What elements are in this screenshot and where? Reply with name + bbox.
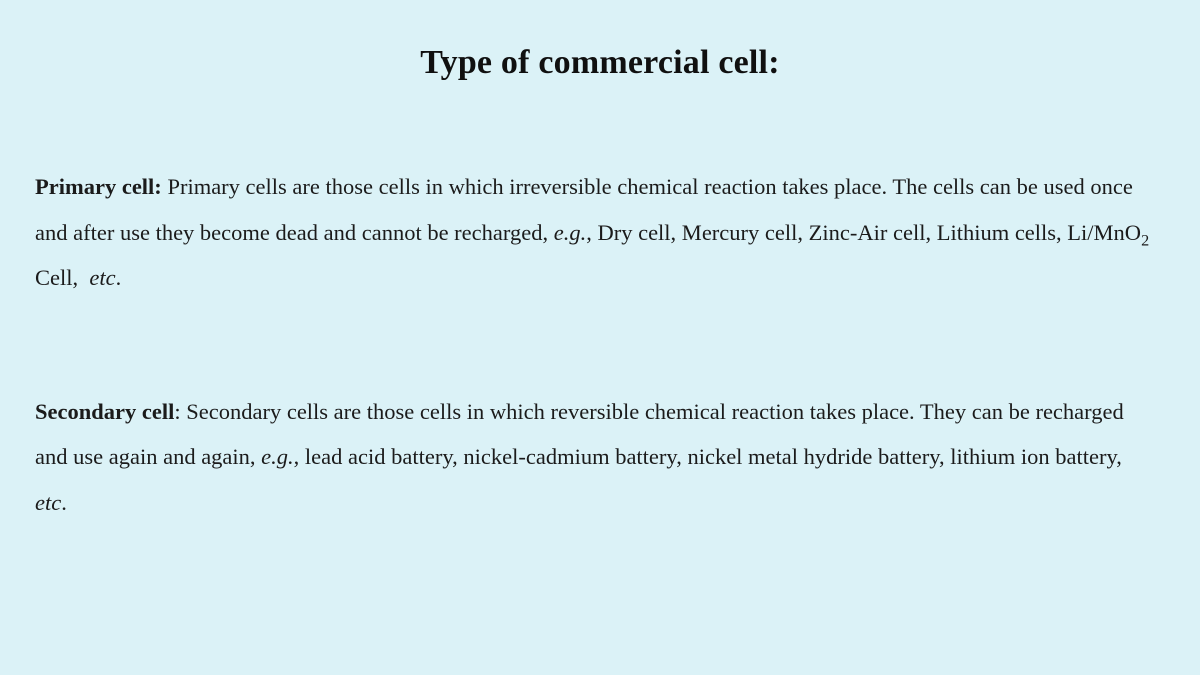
primary-cell-paragraph <box>35 164 1150 301</box>
text-segment: e.g. <box>261 444 294 469</box>
text-segment: , lead acid battery, nickel-cadmium battery, nickel metal hydride battery, lithium ion battery, <box>293 444 1122 469</box>
text-segment: Primary cells are those cells in which irreversible chemical reaction takes place. The cells can be used once and after use they become dead and cannot be recharged, <box>35 174 1133 245</box>
text-segment: . <box>115 265 122 290</box>
secondary-cell-paragraph <box>35 389 1150 526</box>
text-segment: etc <box>89 265 116 290</box>
slide-title: Type of commercial cell: <box>420 44 780 81</box>
text-segment: etc <box>35 489 62 515</box>
text-segment: Secondary cell <box>35 398 175 424</box>
text-segment: Cell, <box>35 265 90 290</box>
slide-body <box>0 164 1200 525</box>
text-segment: Primary cell: <box>35 174 162 199</box>
text-segment: 2 <box>1141 231 1150 249</box>
text-segment: , Dry cell, Mercury cell, Zinc-Air cell, Lithium cells, Li/MnO <box>586 219 1142 245</box>
text-segment: e.g. <box>553 219 587 245</box>
text-segment: . <box>61 489 67 515</box>
text-segment: : Secondary cells are those cells in which reversible chemical reaction takes place. They can be recharged and use again and again, <box>35 398 1124 469</box>
